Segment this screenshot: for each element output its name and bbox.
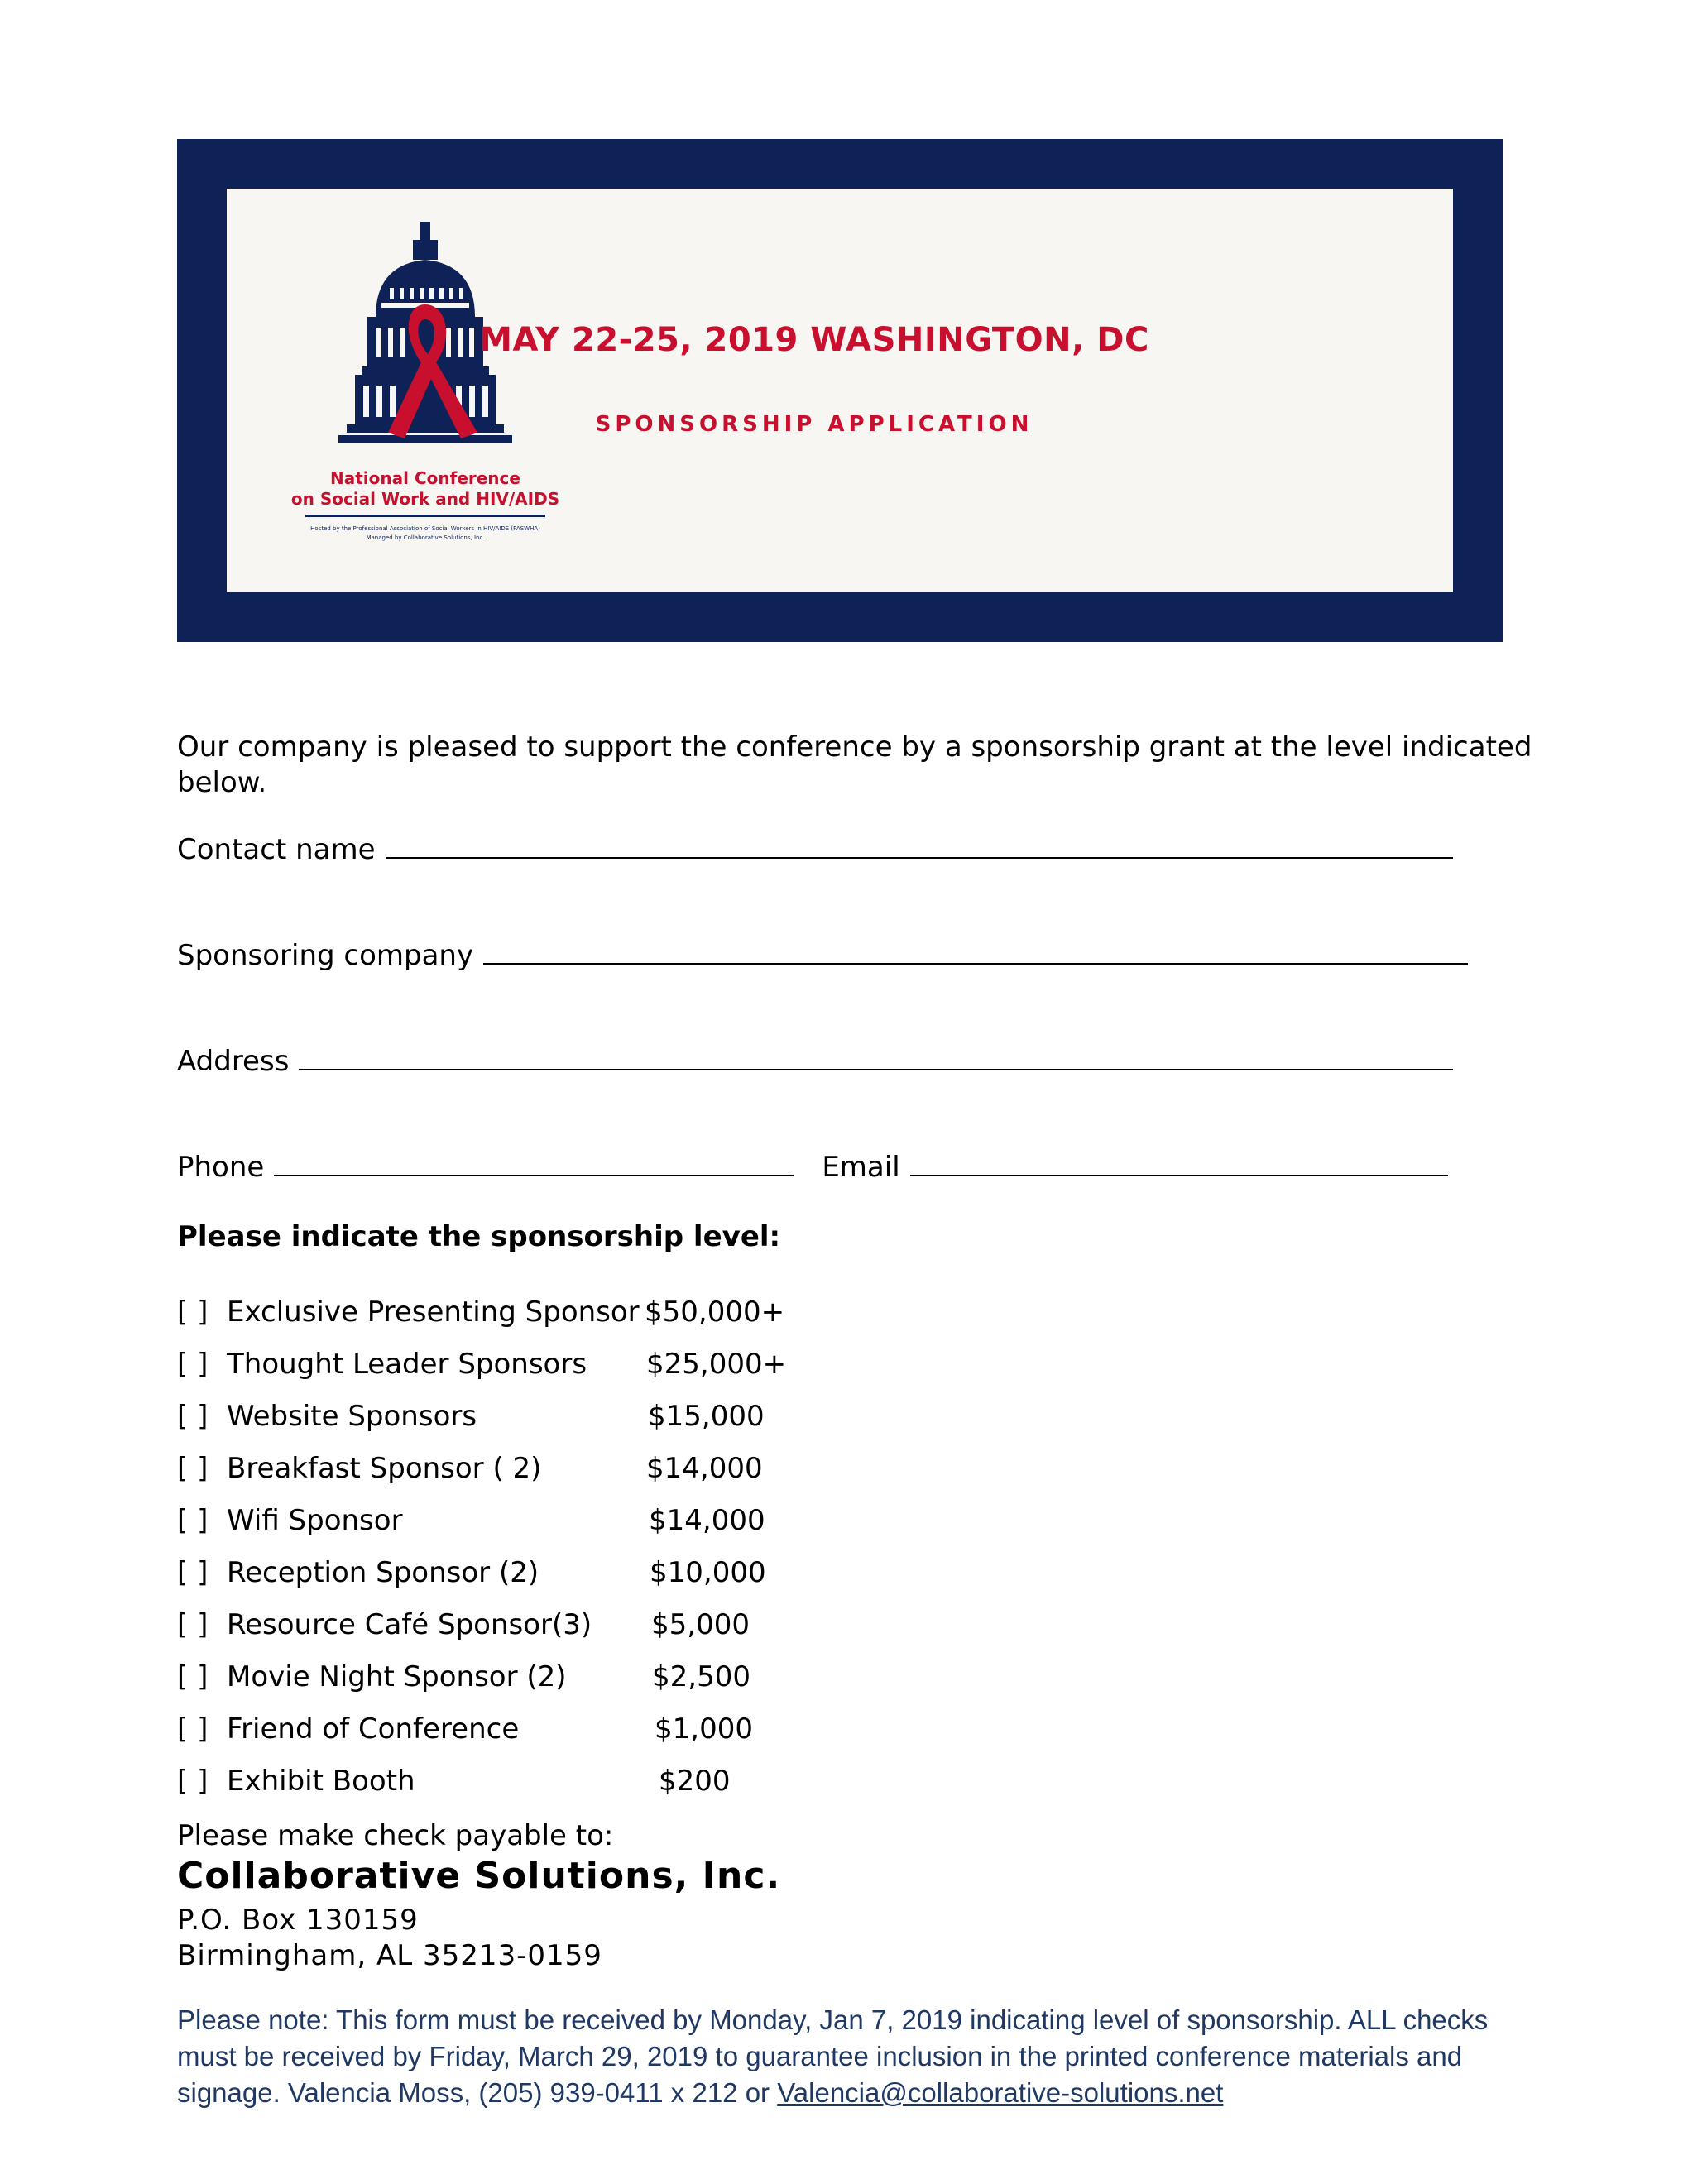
level-name: Resource Café Sponsor(3): [227, 1608, 592, 1641]
level-checkbox[interactable]: [ ]: [177, 1765, 209, 1798]
phone-email-row: [177, 1150, 1448, 1185]
deadline-note-text: Please note: This form must be received by Monday, Jan 7, 2019 indicating level of sponsorship. ALL checks must be received by Friday, March 29, 2019 to guarantee inclusion in the printed conference materials and signage. Valencia Moss, (205) 939-0411 x 212 or: [177, 2004, 1489, 2108]
level-price: $5,000: [651, 1608, 750, 1641]
level-row[interactable]: [177, 1547, 806, 1599]
level-row[interactable]: [177, 1599, 806, 1651]
contact-name-field: [177, 832, 1453, 868]
level-row[interactable]: [177, 1651, 806, 1703]
level-checkbox[interactable]: [ ]: [177, 1556, 209, 1589]
payable-label: Please make check payable to:: [177, 1819, 614, 1852]
level-name: Friend of Conference: [227, 1712, 520, 1746]
phone-input-line[interactable]: [274, 1150, 794, 1176]
level-checkbox[interactable]: [ ]: [177, 1452, 209, 1485]
payee-company-name: Collaborative Solutions, Inc.: [177, 1855, 781, 1897]
level-checkbox[interactable]: [ ]: [177, 1712, 209, 1746]
level-name: Exclusive Presenting Sponsor: [227, 1296, 640, 1329]
level-name: Breakfast Sponsor ( 2): [227, 1452, 542, 1485]
level-name: Exhibit Booth: [227, 1765, 415, 1798]
level-price: $2,500: [652, 1660, 750, 1693]
level-price: $14,000: [646, 1452, 763, 1485]
email-input-line[interactable]: [910, 1150, 1448, 1176]
intro-paragraph: Our company is pleased to support the conference by a sponsorship grant at the level indicated below.: [177, 730, 1532, 799]
conference-logo: [252, 222, 599, 561]
level-price: $14,000: [649, 1504, 765, 1537]
level-price: $25,000+: [646, 1348, 787, 1381]
level-price: $50,000+: [645, 1296, 785, 1329]
email-label: Email: [822, 1151, 900, 1184]
sponsorship-level-heading: Please indicate the sponsorship level:: [177, 1220, 781, 1253]
sponsoring-company-field: [177, 938, 1468, 974]
level-checkbox[interactable]: [ ]: [177, 1296, 209, 1329]
event-dates-location: MAY 22-25, 2019 WASHINGTON, DC: [479, 321, 1149, 359]
banner-panel: [227, 189, 1453, 592]
sponsoring-company-label: Sponsoring company: [177, 939, 474, 972]
header-banner: [177, 139, 1503, 642]
logo-fineprint-line2: Managed by Collaborative Solutions, Inc.: [366, 534, 485, 541]
level-row[interactable]: [177, 1703, 806, 1755]
deadline-note: [177, 2002, 1518, 2111]
level-checkbox[interactable]: [ ]: [177, 1504, 209, 1537]
logo-title-line1: National Conference: [330, 468, 520, 488]
level-row[interactable]: [177, 1755, 806, 1808]
logo-title-line2: on Social Work and HIV/AIDS: [290, 489, 560, 509]
level-price: $200: [659, 1765, 731, 1798]
address-input-line[interactable]: [299, 1044, 1453, 1070]
level-row[interactable]: [177, 1286, 806, 1339]
payee-address-line1: P.O. Box 130159: [177, 1904, 419, 1937]
payee-address-line2: Birmingham, AL 35213-0159: [177, 1939, 602, 1972]
level-row[interactable]: [177, 1443, 806, 1495]
form-title: SPONSORSHIP APPLICATION: [595, 412, 1033, 437]
level-name: Movie Night Sponsor (2): [227, 1660, 567, 1693]
level-row[interactable]: [177, 1339, 806, 1391]
contact-email-link[interactable]: Valencia@collaborative-solutions.net: [777, 2077, 1224, 2108]
level-checkbox[interactable]: [ ]: [177, 1660, 209, 1693]
address-field: [177, 1044, 1453, 1080]
phone-label: Phone: [177, 1151, 265, 1184]
sponsoring-company-input-line[interactable]: [483, 938, 1468, 965]
level-price: $15,000: [648, 1400, 765, 1433]
address-label: Address: [177, 1045, 290, 1078]
logo-fineprint-line1: Hosted by the Professional Association of Social Workers in HIV/AIDS (PASWHA): [310, 525, 540, 532]
level-name: Thought Leader Sponsors: [227, 1348, 587, 1381]
level-checkbox[interactable]: [ ]: [177, 1400, 209, 1433]
level-row[interactable]: [177, 1495, 806, 1547]
logo-divider: [305, 515, 545, 517]
level-price: $1,000: [655, 1712, 753, 1746]
contact-name-input-line[interactable]: [386, 832, 1453, 859]
contact-name-label: Contact name: [177, 833, 376, 866]
level-name: Website Sponsors: [227, 1400, 477, 1433]
level-row[interactable]: [177, 1391, 806, 1443]
level-checkbox[interactable]: [ ]: [177, 1608, 209, 1641]
level-name: Wifi Sponsor: [227, 1504, 403, 1537]
level-price: $10,000: [650, 1556, 766, 1589]
level-name: Reception Sponsor (2): [227, 1556, 539, 1589]
level-checkbox[interactable]: [ ]: [177, 1348, 209, 1381]
